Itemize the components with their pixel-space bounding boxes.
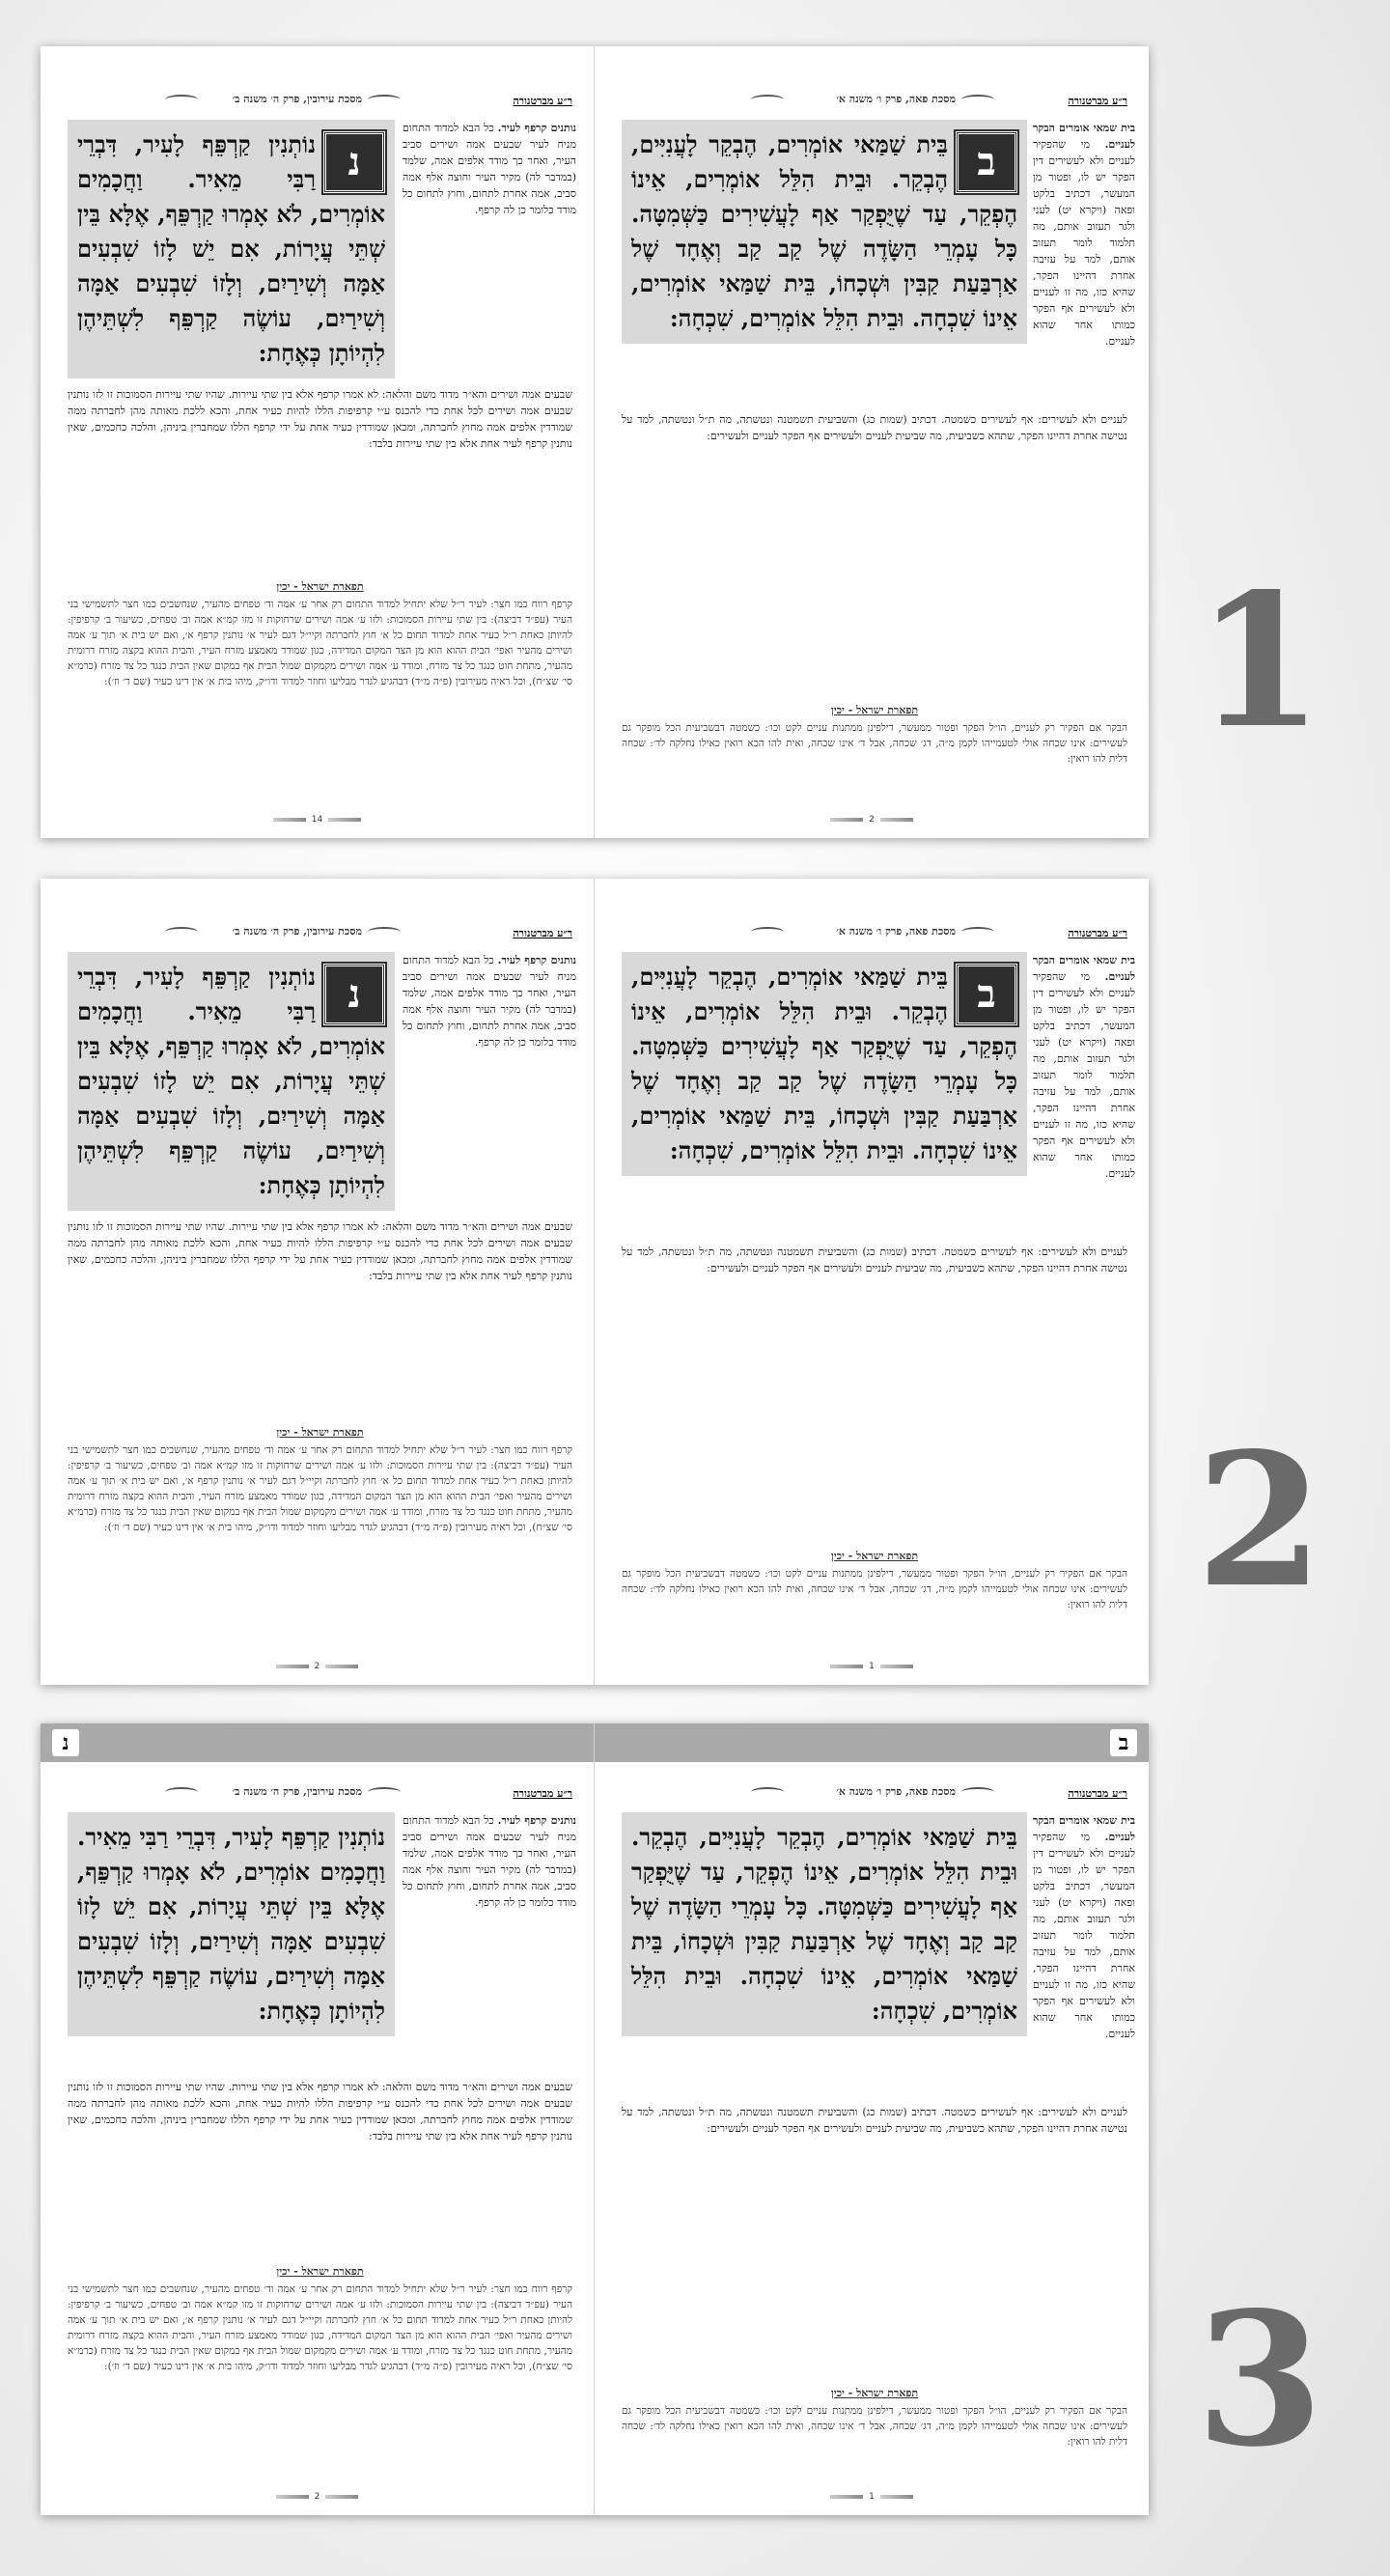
tiferet-title: תפארת ישראל - יכין — [830, 2387, 919, 2399]
bartenura-text: מי שהפקיר לעניים ולא לעשירים דין הפקר יש לו, ופטור מן המעשר, דכתיב בלקט ופאה (ויקרא יט) לעני ולגר תעזוב אותם, מה תלמוד לומר תעזוב אותם, למד על עזיבה אחרת דהיינו הפקר, שהיא כזו, מה זו לעניים ולא לעשירים אף הפקר כמותו אחר שהוא לעניים. — [1033, 970, 1135, 1180]
page-number: 1 — [595, 2492, 1149, 2502]
mishna-text: נוֹתְנִין קַרְפֵּף לָעִיר, דִּבְרֵי רַבִּי מֵאִיר. וַחֲכָמִים אוֹמְרִים, לֹא אָמְרוּ קַרְפֵּף, אֶלָּא בֵּין שְׁתֵּי עֲיָרוֹת, אִם יֵשׁ לָזוֹ שִׁבְעִים אַמָּה וְשִׁירַיִם, וְלָזוֹ שִׁבְעִים אַמָּה וְשִׁירַיִם, עוֹשֶׂה קַרְפֵּף לִשְׁתֵּיהֶן לִהְיוֹתָן כְּאֶחָת: — [77, 130, 385, 367]
bartenura-head: בית שמאי אומרים הבקר לעניים. — [1033, 954, 1135, 983]
mishna-text: נוֹתְנִין קַרְפֵּף לָעִיר, דִּבְרֵי רַבִּי מֵאִיר. וַחֲכָמִים אוֹמְרִים, לֹא אָמְרוּ קַרְפֵּף, אֶלָּא בֵּין שְׁתֵּי עֲיָרוֹת, אִם יֵשׁ לָזוֹ שִׁבְעִים אַמָּה וְשִׁירַיִם, וְלָזוֹ שִׁבְעִים אַמָּה וְשִׁירַיִם, עוֹשֶׂה קַרְפֵּף לִשְׁתֵּיהֶן לִהְיוֹתָן כְּאֶחָת: — [77, 963, 385, 1199]
tiferet-text: קרפף רווח כמו חצר: לעיר ר״ל שלא יתחיל למדוד התחום רק אחר ע׳ אמה וד׳ טפחים מהעיר, שנחשבים כמו חצר לתשמישי בני העיר (עפ״ד דביצה): בין שתי עיירות הסמוכות: ולזו ע׳ אמה ושירים שרחוקות זו מזו קמ״א אמה וב׳ טפחים, כשיעור ב׳ קרפיפין: להיותן כאחת ר״ל כעיר אחת למדוד תחום כל א׳ חוץ לחברתה וקיי״ל דגם לעיר א׳ נותנין קרפף א׳, ואם יש בית א׳ תוך ע׳ אמה ושירים מהעיר ואפי׳ הבית ההוא הוא מן הצד המקום המדידה, כגון שמודד מאמצע מזרח העיר, והבית ההוא בקצה מזרח דרומית מהעיר, מתחת חוט כנגד כל צד מזרח, ומודד ע׳ אמה ושירים מקמקום שמול הבית אף במקום שאין הבית כנגד כל צד מזרח (כרמ״א סי׳ שצ״ח), וכל ראיה מעירובין (פ״ה מ״ד) דבהגיע לגדר מבליעו וחוזר למדוד ודו״ק, מיהו בית א׳ אין דינו כעיר (שם ד׳ וז׳): — [68, 2283, 572, 2372]
page-number: 2 — [595, 815, 1149, 825]
explanation-text: לעניים ולא לעשירים: אף לעשירים כשמטה. דכתיב (שמות כג) והשביעית תשמטנה ונטשתה, מה ת״ל ונטשתה, למד על נטישה אחרת דהיינו הפקר, שתהא כשביעית, מה שביעית לעניים ולעשירים אף הפקר לעניים ולעשירים: — [622, 413, 1127, 442]
tiferet-text: קרפף רווח כמו חצר: לעיר ר״ל שלא יתחיל למדוד התחום רק אחר ע׳ אמה וד׳ טפחים מהעיר, שנחשבים כמו חצר לתשמישי בני העיר (עפ״ד דביצה): בין שתי עיירות הסמוכות: ולזו ע׳ אמה ושירים שרחוקות זו מזו קמ״א אמה וב׳ טפחים, כשיעור ב׳ קרפיפין: להיותן כאחת ר״ל כעיר אחת למדוד תחום כל א׳ חוץ לחברתה וקיי״ל דגם לעיר א׳ נותנין קרפף א׳, ואם יש בית א׳ תוך ע׳ אמה ושירים מהעיר ואפי׳ הבית ההוא הוא מן הצד המקום המדידה, כגון שמודד מאמצע מזרח העיר, והבית ההוא בקצה מזרח דרומית מהעיר, מתחת חוט כנגד כל צד מזרח, ומודד ע׳ אמה ושירים מקמקום שמול הבית אף במקום שאין הבית כנגד כל צד מזרח (כרמ״א סי׳ שצ״ח), וכל ראיה מעירובין (פ״ה מ״ד) דבהגיע לגדר מבליעו וחוזר למדוד ודו״ק, מיהו בית א׳ אין דינו כעיר (שם ד׳ וז׳): — [68, 1444, 572, 1533]
tractate-title: מסכת עירובין, פרק ה׳ משנה ב׳ — [232, 925, 362, 938]
explanation-text: שבעים אמה ושירים והא״ר מדוד משם והלאה: לא אמרו קרפף אלא בין שתי עיירות. שהיו שתי עיירות הסמוכות זו לזו נותנין שבעים אמה ושירים לכל אחת כדי להכנס ע״י קרפיפות הללו להיות כעיר אחת, והכא ללכת מאותה מהן לחברתה ממה שמודדין אלפים אמה מחוץ לחברתה, ומכאן שמודדין כעיר אחת על ידי קרפף הללו שמחברין ביניהן, והלכה כחכמים, שאין נותנין קרפף לעיר אחת אלא בין שתי עיירות בלבד: — [68, 1220, 572, 1282]
ornament-icon — [165, 927, 198, 937]
page-number: 14 — [41, 815, 594, 825]
ornament-icon — [751, 1787, 784, 1797]
page-header — [41, 921, 594, 942]
page-number: 2 — [41, 1662, 594, 1671]
mishna-letter-icon: נ — [323, 131, 385, 193]
tiferet-yisrael — [622, 1549, 1127, 1612]
mishna-text: בֵּית שַׁמַּאי אוֹמְרִים, הֶבְקֵר לָעֲנִיִּים, הֶבְקֵר. וּבֵית הִלֵּל אוֹמְרִים, אֵינוֹ הֶפְקֵר, עַד שֶׁיֻּפְקַר אַף לָעֲשִׁירִים כַּשְּׁמִטָּה. כָּל עָמְרֵי הַשָּׂדֶה שֶׁל קַב קַב וְאֶחָד שֶׁל אַרְבַּעַת קַבִּין וּשְׁכָחוֹ, בֵּית שַׁמַּאי אוֹמְרִים, אֵינוֹ שִׁכְחָה. וּבֵית הִלֵּל אוֹמְרִים, שִׁכְחָה: — [631, 963, 1017, 1164]
explanation-text: שבעים אמה ושירים והא״ר מדוד משם והלאה: לא אמרו קרפף אלא בין שתי עיירות. שהיו שתי עיירות הסמוכות זו לזו נותנין שבעים אמה ושירים לכל אחת כדי להכנס ע״י קרפיפות הללו להיות כעיר אחת, והכא ללכת מאותה מהן לחברתה ממה שמודדין אלפים אמה מחוץ לחברתה, ומכאן שמודדין כעיר אחת על ידי קרפף הללו שמחברין ביניהן, והלכה כחכמים, שאין נותנין קרפף לעיר אחת אלא בין שתי עיירות בלבד: — [68, 388, 572, 450]
header-band — [595, 1723, 1149, 1762]
commentary-title: ר״ע מברטנורה — [1068, 927, 1127, 939]
tiferet-title: תפארת ישראל - יכין — [830, 1550, 919, 1562]
page-header — [595, 921, 1149, 942]
commentary-title: ר״ע מברטנורה — [1068, 1787, 1127, 1800]
mishna-text-box — [622, 120, 1027, 344]
bartenura-head: בית שמאי אומרים הבקר לעניים. — [1033, 122, 1135, 151]
mishna-text-box — [68, 952, 395, 1211]
commentary-title: ר״ע מברטנורה — [513, 1787, 572, 1800]
bartenura-head: נותנים קרפף לעיר. — [497, 954, 577, 966]
page-number: 1 — [595, 1662, 1149, 1671]
tiferet-text: קרפף רווח כמו חצר: לעיר ר״ל שלא יתחיל למדוד התחום רק אחר ע׳ אמה וד׳ טפחים מהעיר, שנחשבים כמו חצר לתשמישי בני העיר (עפ״ד דביצה): בין שתי עיירות הסמוכות: ולזו ע׳ אמה ושירים שרחוקות זו מזו קמ״א אמה וב׳ טפחים, כשיעור ב׳ קרפיפין: להיותן כאחת ר״ל כעיר אחת למדוד תחום כל א׳ חוץ לחברתה וקיי״ל דגם לעיר א׳ נותנין קרפף א׳, ואם יש בית א׳ תוך ע׳ אמה ושירים מהעיר ואפי׳ הבית ההוא הוא מן הצד המקום המדידה, כגון שמודד מאמצע מזרח העיר, והבית ההוא בקצה מזרח דרומית מהעיר, מתחת חוט כנגד כל צד מזרח, ומודד ע׳ אמה ושירים מקמקום שמול הבית אף במקום שאין הבית כנגד כל צד מזרח (כרמ״א סי׳ שצ״ח), וכל ראיה מעירובין (פ״ה מ״ד) דבהגיע לגדר מבליעו וחוזר למדוד ודו״ק, מיהו בית א׳ אין דינו כעיר (שם ד׳ וז׳): — [68, 599, 572, 687]
page-header — [595, 89, 1149, 110]
page-header — [41, 1781, 594, 1803]
bartenura-commentary — [1033, 120, 1135, 350]
ornament-icon — [165, 1787, 198, 1797]
spread-number: 2 — [1195, 1413, 1324, 1628]
explanation — [622, 1244, 1127, 1276]
bartenura-commentary — [1033, 1812, 1135, 2042]
explanation — [622, 2104, 1127, 2137]
mishna-text: נוֹתְנִין קַרְפֵּף לָעִיר, דִּבְרֵי רַבִּי מֵאִיר. וַחֲכָמִים אוֹמְרִים, לֹא אָמְרוּ קַרְפֵּף, אֶלָּא בֵּין שְׁתֵּי עֲיָרוֹת, אִם יֵשׁ לָזוֹ שִׁבְעִים אַמָּה וְשִׁירַיִם, וְלָזוֹ שִׁבְעִים אַמָּה וְשִׁירַיִם, עוֹשֶׂה קַרְפֵּף לִשְׁתֵּיהֶן לִהְיוֹתָן כְּאֶחָת: — [77, 1823, 385, 2025]
ornament-icon — [961, 1787, 994, 1797]
spread-1 — [41, 46, 1149, 838]
mishna-text: בֵּית שַׁמַּאי אוֹמְרִים, הֶבְקֵר לָעֲנִיִּים, הֶבְקֵר. וּבֵית הִלֵּל אוֹמְרִים, אֵינוֹ הֶפְקֵר, עַד שֶׁיֻּפְקַר אַף לָעֲשִׁירִים כַּשְּׁמִטָּה. כָּל עָמְרֵי הַשָּׂדֶה שֶׁל קַב קַב וְאֶחָד שֶׁל אַרְבַּעַת קַבִּין וּשְׁכָחוֹ, בֵּית שַׁמַּאי אוֹמְרִים, אֵינוֹ שִׁכְחָה. וּבֵית הִלֵּל אוֹמְרִים, שִׁכְחָה: — [631, 130, 1017, 332]
bartenura-text: כל הבא למדוד התחום מניח לעיר שבעים אמה ושירים סביב העיר, ואחר כך מודד אלפים אמה, שלמד (במדבר לה) מקיר העיר וחוצה אלף אמה סביב, אמה אחרת לתחום, וחוץ לתחום כל מודד כלומר כן לה קרפף. — [403, 954, 576, 1049]
tiferet-title: תפארת ישראל - יכין — [276, 2265, 364, 2278]
explanation — [68, 2079, 572, 2144]
left-page — [41, 1723, 595, 2515]
left-page — [41, 879, 595, 1685]
spread-number: 1 — [1195, 553, 1324, 769]
bartenura-text: כל הבא למדוד התחום מניח לעיר שבעים אמה ושירים סביב העיר, ואחר כך מודד אלפים אמה, שלמד (במדבר לה) מקיר העיר וחוצה אלף אמה סביב, אמה אחרת לתחום, וחוץ לתחום כל מודד כלומר כן לה קרפף. — [403, 122, 576, 216]
mishna-text-box — [622, 952, 1027, 1176]
explanation-text: לעניים ולא לעשירים: אף לעשירים כשמטה. דכתיב (שמות כג) והשביעית תשמטנה ונטשתה, מה ת״ל ונטשתה, למד על נטישה אחרת דהיינו הפקר, שתהא כשביעית, מה שביעית לעניים ולעשירים אף הפקר לעניים ולעשירים: — [622, 1246, 1127, 1274]
page-header — [41, 89, 594, 110]
bartenura-text: מי שהפקיר לעניים ולא לעשירים דין הפקר יש לו, ופטור מן המעשר, דכתיב בלקט ופאה (ויקרא יט) לעני ולגר תעזוב אותם, מה תלמוד לומר תעזוב אותם, למד על עזיבה אחרת דהיינו הפקר, שהיא כזו, מה זו לעניים ולא לעשירים אף הפקר כמותו אחר שהוא לעניים. — [1033, 1831, 1135, 2040]
ornament-icon — [165, 95, 198, 104]
commentary-title: ר״ע מברטנורה — [513, 927, 572, 939]
explanation-text: לעניים ולא לעשירים: אף לעשירים כשמטה. דכתיב (שמות כג) והשביעית תשמטנה ונטשתה, מה ת״ל ונטשתה, למד על נטישה אחרת דהיינו הפקר, שתהא כשביעית, מה שביעית לעניים ולעשירים אף הפקר לעניים ולעשירים: — [622, 2106, 1127, 2135]
ornament-icon — [751, 927, 784, 937]
ornament-icon — [368, 1787, 401, 1797]
mishna-letter-icon: ב — [956, 964, 1017, 1025]
explanation-text: שבעים אמה ושירים והא״ר מדוד משם והלאה: לא אמרו קרפף אלא בין שתי עיירות. שהיו שתי עיירות הסמוכות זו לזו נותנין שבעים אמה ושירים לכל אחת כדי להכנס ע״י קרפיפות הללו להיות כעיר אחת, והכא ללכת מאותה מהן לחברתה ממה שמודדין אלפים אמה מחוץ לחברתה, ומכאן שמודדין כעיר אחת על ידי קרפף הללו שמחברין ביניהן, והלכה כחכמים, שאין נותנין קרפף לעיר אחת אלא בין שתי עיירות בלבד: — [68, 2081, 572, 2142]
bartenura-head: נותנים קרפף לעיר. — [497, 1814, 577, 1827]
bartenura-head: נותנים קרפף לעיר. — [497, 122, 577, 134]
tiferet-yisrael — [622, 703, 1127, 767]
right-page — [595, 879, 1149, 1685]
ornament-icon — [961, 95, 994, 104]
mishna-text-box — [622, 1812, 1027, 2036]
ornament-icon — [961, 927, 994, 937]
bartenura-commentary — [403, 952, 576, 1050]
tiferet-title: תפארת ישראל - יכין — [276, 1426, 364, 1439]
page-number: 2 — [41, 2492, 594, 2502]
spread-3 — [41, 1723, 1149, 2515]
bartenura-commentary — [403, 1812, 576, 1911]
page-header — [595, 1781, 1149, 1803]
bartenura-head: בית שמאי אומרים הבקר לעניים. — [1033, 1814, 1135, 1843]
tiferet-yisrael — [622, 2386, 1127, 2450]
tiferet-title: תפארת ישראל - יכין — [830, 704, 919, 716]
tiferet-title: תפארת ישראל - יכין — [276, 580, 364, 593]
bartenura-text: כל הבא למדוד התחום מניח לעיר שבעים אמה ושירים סביב העיר, ואחר כך מודד אלפים אמה, שלמד (במדבר לה) מקיר העיר וחוצה אלף אמה סביב, אמה אחרת לתחום, וחוץ לתחום כל מודד כלומר כן לה קרפף. — [403, 1814, 576, 1909]
tiferet-text: הבקר אם הפקיר רק לעניים, הו״ל הפקר ופטור ממעשר, דילפינן ממתנות עניים לקט וכו׳: כשמטה דבשביעית הכל מופקר גם לעשירים: אינו שכחה אולי לטעמייהו לקמן מ״ה, דג׳ שכחה, אבל ד׳ אינו שכחה, ואית להו הכא רואין כאילו נחלקה לד׳: שכחה דלית להו רואין: — [622, 2405, 1127, 2448]
spread-2 — [41, 879, 1149, 1685]
mishna-text: בֵּית שַׁמַּאי אוֹמְרִים, הֶבְקֵר לָעֲנִיִּים, הֶבְקֵר. וּבֵית הִלֵּל אוֹמְרִים, אֵינוֹ הֶפְקֵר, עַד שֶׁיֻּפְקַר אַף לָעֲשִׁירִים כַּשְּׁמִטָּה. כָּל עָמְרֵי הַשָּׂדֶה שֶׁל קַב קַב וְאֶחָד שֶׁל אַרְבַּעַת קַבִּין וּשְׁכָחוֹ, בֵּית שַׁמַּאי אוֹמְרִים, אֵינוֹ שִׁכְחָה. וּבֵית הִלֵּל אוֹמְרִים, שִׁכְחָה: — [631, 1823, 1017, 2025]
tractate-title: מסכת פאה, פרק ו׳ משנה א׳ — [836, 93, 956, 105]
tractate-title: מסכת פאה, פרק ו׳ משנה א׳ — [836, 1785, 956, 1798]
mishna-text-box — [68, 120, 395, 378]
bartenura-commentary — [1033, 952, 1135, 1182]
spread-number: 3 — [1195, 2272, 1324, 2487]
tiferet-yisrael — [68, 2264, 572, 2374]
tractate-title: מסכת פאה, פרק ו׳ משנה א׳ — [836, 925, 956, 938]
tiferet-yisrael — [68, 579, 572, 689]
ornament-icon — [368, 95, 401, 104]
corner-letter-icon: ב — [1110, 1729, 1137, 1756]
explanation — [622, 411, 1127, 444]
tiferet-text: הבקר אם הפקיר רק לעניים, הו״ל הפקר ופטור ממעשר, דילפינן ממתנות עניים לקט וכו׳: כשמטה דבשביעית הכל מופקר גם לעשירים: אינו שכחה אולי לטעמייהו לקמן מ״ה, דג׳ שכחה, אבל ד׳ אינו שכחה, ואית להו הכא רואין כאילו נחלקה לד׳: שכחה דלית להו רואין: — [622, 722, 1127, 765]
header-band — [41, 1723, 594, 1762]
explanation — [68, 386, 572, 452]
corner-letter-icon: נ — [52, 1729, 79, 1756]
bartenura-commentary — [403, 120, 576, 218]
ornament-icon — [368, 927, 401, 937]
bartenura-text: מי שהפקיר לעניים ולא לעשירים דין הפקר יש לו, ופטור מן המעשר, דכתיב בלקט ופאה (ויקרא יט) לעני ולגר תעזוב אותם, מה תלמוד לומר תעזוב אותם, למד על עזיבה אחרת דהיינו הפקר, שהיא כזו, מה זו לעניים ולא לעשירים אף הפקר כמותו אחר שהוא לעניים. — [1033, 138, 1135, 348]
tractate-title: מסכת עירובין, פרק ה׳ משנה ב׳ — [232, 93, 362, 105]
tractate-title: מסכת עירובין, פרק ה׳ משנה ב׳ — [232, 1785, 362, 1798]
tiferet-yisrael — [68, 1425, 572, 1535]
explanation — [68, 1218, 572, 1284]
left-page — [41, 46, 595, 838]
right-page — [595, 1723, 1149, 2515]
mishna-letter-icon: ב — [956, 131, 1017, 193]
ornament-icon — [751, 95, 784, 104]
mishna-letter-icon: נ — [323, 964, 385, 1025]
commentary-title: ר״ע מברטנורה — [513, 95, 572, 107]
commentary-title: ר״ע מברטנורה — [1068, 95, 1127, 107]
right-page — [595, 46, 1149, 838]
mishna-text-box — [68, 1812, 395, 2036]
tiferet-text: הבקר אם הפקיר רק לעניים, הו״ל הפקר ופטור ממעשר, דילפינן ממתנות עניים לקט וכו׳: כשמטה דבשביעית הכל מופקר גם לעשירים: אינו שכחה אולי לטעמייהו לקמן מ״ה, דג׳ שכחה, אבל ד׳ אינו שכחה, ואית להו הכא רואין כאילו נחלקה לד׳: שכחה דלית להו רואין: — [622, 1568, 1127, 1610]
